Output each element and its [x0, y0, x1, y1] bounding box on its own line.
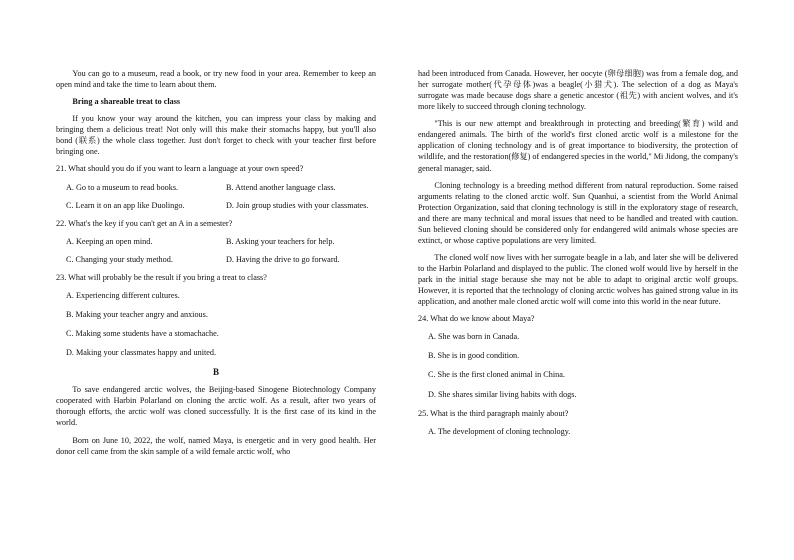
question-24-stem: 24. What do we know about Maya?	[418, 314, 535, 324]
question-22-options-row	[56, 236, 376, 247]
option-a: A. The development of cloning technology.	[428, 426, 571, 436]
paragraph: "This is our new attempt and breakthrough in protecting and breeding(繁育) wild and endangered animals. The birth of the world's first cloned arctic wolf is a milestone for the application of cloning technology and is of great importance to biodiversity, the protection of wildlife, and the restoration(修复) of endangered species in the world," Mi Jidong, the company's general manager, said.	[418, 119, 738, 173]
option-b: B. Attend another language class.	[226, 182, 336, 192]
option-a: A. Go to a museum to read books.	[66, 182, 179, 192]
paragraph: Cloning technology is a breeding method different from natural reproduction. Some raised arguments relating to the cloned arctic wolf. Sun Quanhui, a scientist from the World Animal Protection Organization, said that cloning technology is still in the exploratory stage of research, and there are many technical and moral issues that need to be handled and treated with caution. Sun believed cloning should be considered only for endangered wild animals whose species are extinct, or whose captive populations are very limited.	[418, 180, 738, 245]
section-heading: Bring a shareable treat to class	[72, 97, 181, 107]
paragraph: The cloned wolf now lives with her surrogate beagle in a lab, and later she will be delivered to the Harbin Polarland and displayed to the public. The cloned wolf would live by herself in the park in the initial stage because she may not be able to adapt to original arctic wolf groups. However, it is reported that the technology of cloning arctic wolves has gained strong value in its application, and another male cloned arctic wolf will come into this world in the near future.	[418, 252, 738, 307]
question-25-stem: 25. What is the third paragraph mainly about?	[418, 408, 569, 418]
paragraph: had been introduced from Canada. However, her oocyte (卵母细胞) was from a female dog, and her surrogate mother(代孕母体)was a beagle(小猎犬). The selection of a dog as Maya's surrogate was made because dogs share a genetic ancestor (祖先) with ancient wolves, and it's more likely to succeed through cloning technology.	[418, 69, 738, 112]
option-c: C. Learn it on an app like Duolingo.	[66, 200, 185, 210]
section-b-label: B	[212, 367, 219, 378]
option-d: D. Making your classmates happy and united.	[66, 348, 217, 358]
question-22-options-row	[56, 254, 376, 265]
question-22-stem: 22. What's the key if you can't get an A in a semester?	[56, 218, 233, 228]
option-b: B. She is in good condition.	[428, 351, 520, 361]
question-21-options-row	[56, 182, 376, 193]
option-a: A. Experiencing different cultures.	[66, 290, 180, 300]
option-d: D. Having the drive to go forward.	[226, 254, 340, 264]
paragraph: You can go to a museum, read a book, or try new food in your area. Remember to keep an open mind and take the time to learn about them.	[56, 69, 376, 90]
left-column	[56, 68, 376, 463]
paragraph: To save endangered arctic wolves, the Beijing-based Sinogene Biotechnology Company cooperated with Harbin Polarland on cloning the arctic wolf. As a result, after two years of thorough efforts, the arctic wolf was cloned successfully. It is the first case of its kind in the world.	[56, 385, 376, 428]
option-d: D. Join group studies with your classmates.	[226, 200, 369, 210]
paragraph: Born on June 10, 2022, the wolf, named Maya, is energetic and in very good health. Her donor cell came from the skin sample of a wild female arctic wolf, who	[56, 435, 376, 456]
question-21-options-row	[56, 200, 376, 211]
option-a: A. Keeping an open mind.	[66, 236, 153, 246]
option-c: C. Making some students have a stomachache.	[66, 329, 219, 338]
option-c: C. She is the first cloned animal in China.	[428, 370, 565, 380]
option-b: B. Asking your teachers for help.	[226, 236, 335, 246]
question-23-stem: 23. What will probably be the result if you bring a treat to class?	[56, 272, 267, 282]
paragraph: If you know your way around the kitchen, you can impress your class by making and bringing them a delicious treat! Not only will this make their stomachs happy, but you'll also bond (联系) the whole class together. Just don't forget to check with your teacher first before bringing one.	[56, 114, 376, 157]
option-a: A. She was born in Canada.	[428, 332, 520, 342]
question-21-stem: 21. What should you do if you want to learn a language at your own speed?	[56, 164, 304, 174]
option-b: B. Making your teacher angry and anxious.	[66, 309, 208, 319]
option-d: D. She shares similar living habits with dogs.	[428, 389, 577, 399]
right-column	[418, 68, 738, 445]
option-c: C. Changing your study method.	[66, 254, 173, 264]
